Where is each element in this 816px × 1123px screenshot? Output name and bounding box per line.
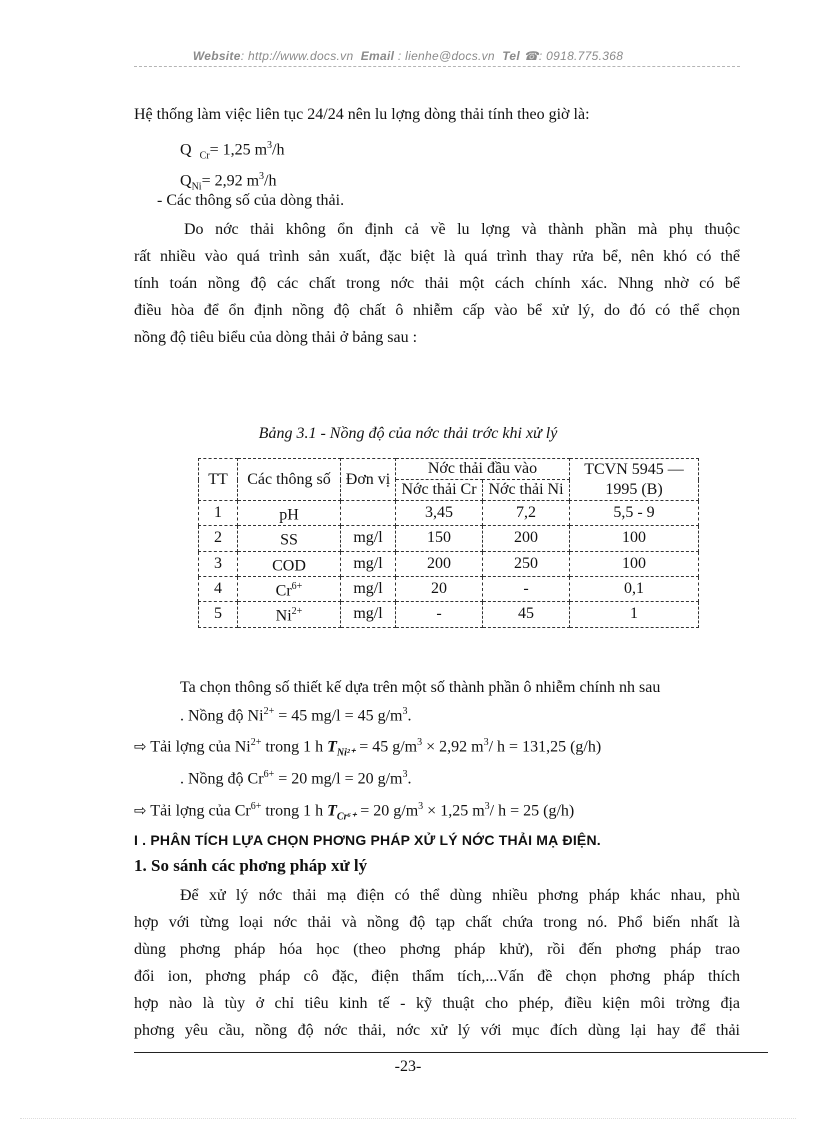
paragraph-line: tính toán nồng độ các chất trong nớc thải một cách chính xác. Nhng nhờ có bể (134, 275, 740, 292)
q-cr-formula: Q $_{Cr}$= 1,25 $m^3/h$ (180, 140, 285, 162)
paragraph-line: nồng độ tiêu biểu của dòng thải ở bảng sau : (134, 329, 418, 346)
cr-load: ⇨ Tải lợng của $Cr^{6+}$ trong 1 h $T_{Cr^{6+}} = 20$ $g/m^3 \times 1,25$ $m^3/$ h = 25 (g/h) (134, 801, 575, 823)
paragraph-line: rất nhiều vào quá trình sản xuất, đặc biệt là quá trình thay rửa bể, nên khó có thể (134, 248, 740, 265)
header-ni: Nớc thải Ni (483, 480, 570, 501)
paragraph-line: đổi ion, phơng pháp cô đặc, điện thẩm tích,...Vấn đề chọn phơng pháp thích (134, 968, 740, 985)
intro-line: Hệ thống làm việc liên tục 24/24 nên lu lợng dòng thải tính theo giờ là: (134, 106, 590, 123)
design-intro: Ta chọn thông số thiết kế dựa trên một số thành phần ô nhiễm chính nh sau (180, 679, 661, 696)
cr-concentration: . Nồng độ $Cr^{6+} = 20$ mg/l = 20 $g/m^3$. (180, 769, 412, 788)
paragraph-line: dùng phơng pháp hóa học (theo phơng pháp khử), rồi đến phơng pháp trao (134, 941, 740, 958)
footer-divider (134, 1052, 768, 1053)
paragraph-line: phơng yêu cầu, nồng độ nớc thải, nớc xử lý với mục đích dùng lại hay để thải (134, 1022, 740, 1039)
tel-value: ☎: 0918.775.368 (523, 49, 624, 63)
header-unit: Đơn vị (341, 459, 396, 501)
subsection-heading: 1. So sánh các phơng pháp xử lý (134, 856, 368, 875)
implies-arrow-icon: ⇨ (134, 801, 147, 820)
implies-arrow-icon: ⇨ (134, 737, 147, 756)
header-tt: TT (199, 459, 238, 501)
page-header (0, 49, 816, 63)
q-ni-formula: $Q_{Ni}= 2,92$ $m^3/h$ (180, 171, 277, 193)
email-label: Email (360, 49, 395, 63)
table-row: 1 pH 3,45 7,2 5,5 - 9 (199, 501, 699, 526)
header-standard: TCVN 5945 — 1995 (B) (570, 459, 699, 501)
header-inflow: Nớc thải đầu vào (396, 459, 570, 480)
ni-concentration: . Nồng độ $Ni^{2+} = 45$ mg/l = 45 $g/m^3$. (180, 706, 412, 725)
ni-load: ⇨ Tải lợng của $Ni^{2+}$ trong 1 h $T_{Ni^{2+}} = 45$ $g/m^3 \times 2,92$ $m^3/$ h = 131,25 (g/h) (134, 737, 602, 759)
table-row: 5 $Ni^{2+}$ mg/l - 45 1 (199, 602, 699, 627)
page-bottom-border (20, 1118, 796, 1119)
website-value: : http://www.docs.vn (240, 49, 354, 63)
params-line: - Các thông số của dòng thải. (157, 192, 345, 209)
paragraph-line: Do nớc thải không ổn định cả về lu lợng và thành phần mà phụ thuộc (184, 221, 740, 238)
tel-label: Tel (502, 49, 520, 63)
section-heading: I . PHÂN TÍCH LỰA CHỌN PHƠNG PHÁP XỬ LÝ NỚC THẢI MẠ ĐIỆN. (134, 832, 601, 848)
paragraph-line: Để xử lý nớc thải mạ điện có thể dùng nhiều phơng pháp khác nhau, phù (180, 887, 740, 904)
table-caption: Bảng 3.1 - Nồng độ của nớc thải trớc khi xử lý (258, 425, 558, 442)
table-row: 3 COD mg/l 200 250 100 (199, 551, 699, 576)
email-value: : lienhe@docs.vn (397, 49, 495, 63)
header-divider (134, 66, 740, 67)
concentration-table (198, 458, 699, 628)
table-row: 2 SS mg/l 150 200 100 (199, 526, 699, 551)
table-row: 4 $Cr^{6+}$ mg/l 20 - 0,1 (199, 576, 699, 601)
website-label: Website (192, 49, 241, 63)
paragraph-line: hợp với từng loại nớc thải và nồng độ tạp chất chứa trong nó. Phổ biến nhất là (134, 914, 740, 931)
header-param: Các thông số (238, 459, 341, 501)
page-number: -23- (394, 1058, 422, 1075)
paragraph-line: hợp nào là tùy ở chỉ tiêu kinh tế - kỹ thuật cho phép, điều kiện môi trờng địa (134, 995, 740, 1012)
header-cr: Nớc thải Cr (396, 480, 483, 501)
paragraph-line: điều hòa để ổn định nồng độ chất ô nhiễm cấp vào bể xử lý, do đó có thể chọn (134, 302, 740, 319)
